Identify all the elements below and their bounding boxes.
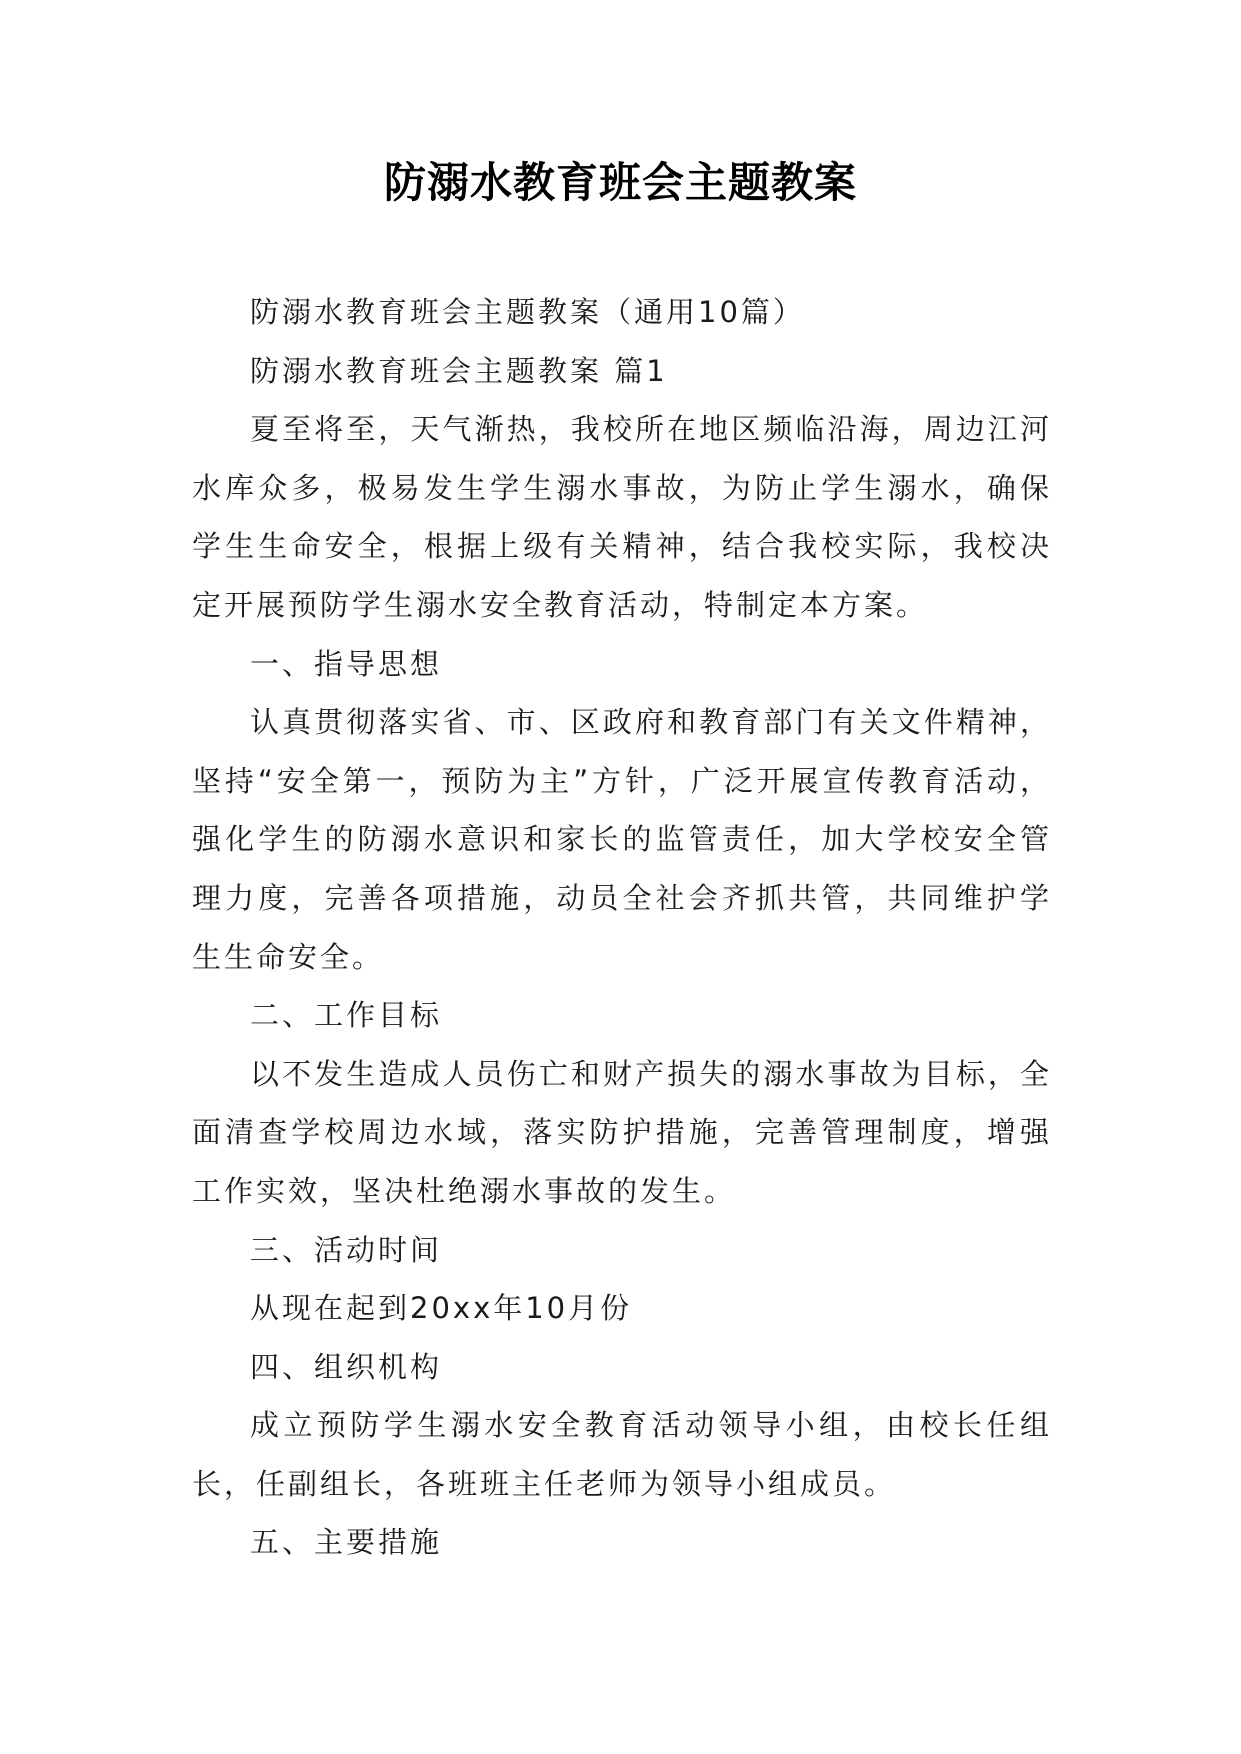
paragraph-activity-time: 从现在起到20xx年10月份 xyxy=(250,1291,633,1326)
paragraph-organization: 成立预防学生溺水安全教育活动领导小组，由校长任组长，任副组长，各班班主任老师为领导小组成员。 xyxy=(192,1408,1052,1501)
heading-guiding-ideology: 一、指导思想 xyxy=(250,646,443,681)
heading-main-measures: 五、主要措施 xyxy=(250,1525,443,1560)
document-title: 防溺水教育班会主题教案 xyxy=(383,158,857,207)
heading-work-goals: 二、工作目标 xyxy=(250,998,443,1033)
document-body xyxy=(192,283,1052,1572)
paragraph-work-goals: 以不发生造成人员伤亡和财产损失的溺水事故为目标，全面清查学校周边水域，落实防护措施，完善管理制度，增强工作实效，坚决杜绝溺水事故的发生。 xyxy=(192,1056,1052,1208)
heading-activity-time: 三、活动时间 xyxy=(250,1232,443,1267)
paragraph-section-heading: 防溺水教育班会主题教案 篇1 xyxy=(250,353,668,388)
paragraph-intro: 夏至将至，天气渐热，我校所在地区频临沿海，周边江河水库众多，极易发生学生溺水事故，为防止学生溺水，确保学生生命安全，根据上级有关精神，结合我校实际，我校决定开展预防学生溺水安全教育活动，特制定本方案。 xyxy=(192,412,1052,622)
heading-organization: 四、组织机构 xyxy=(250,1349,443,1384)
paragraph-guiding-ideology: 认真贯彻落实省、市、区政府和教育部门有关文件精神，坚持“安全第一，预防为主”方针，广泛开展宣传教育活动，强化学生的防溺水意识和家长的监管责任，加大学校安全管理力度，完善各项措施，动员全社会齐抓共管，共同维护学生生命安全。 xyxy=(192,705,1052,974)
paragraph-subtitle: 防溺水教育班会主题教案（通用10篇） xyxy=(250,295,805,329)
